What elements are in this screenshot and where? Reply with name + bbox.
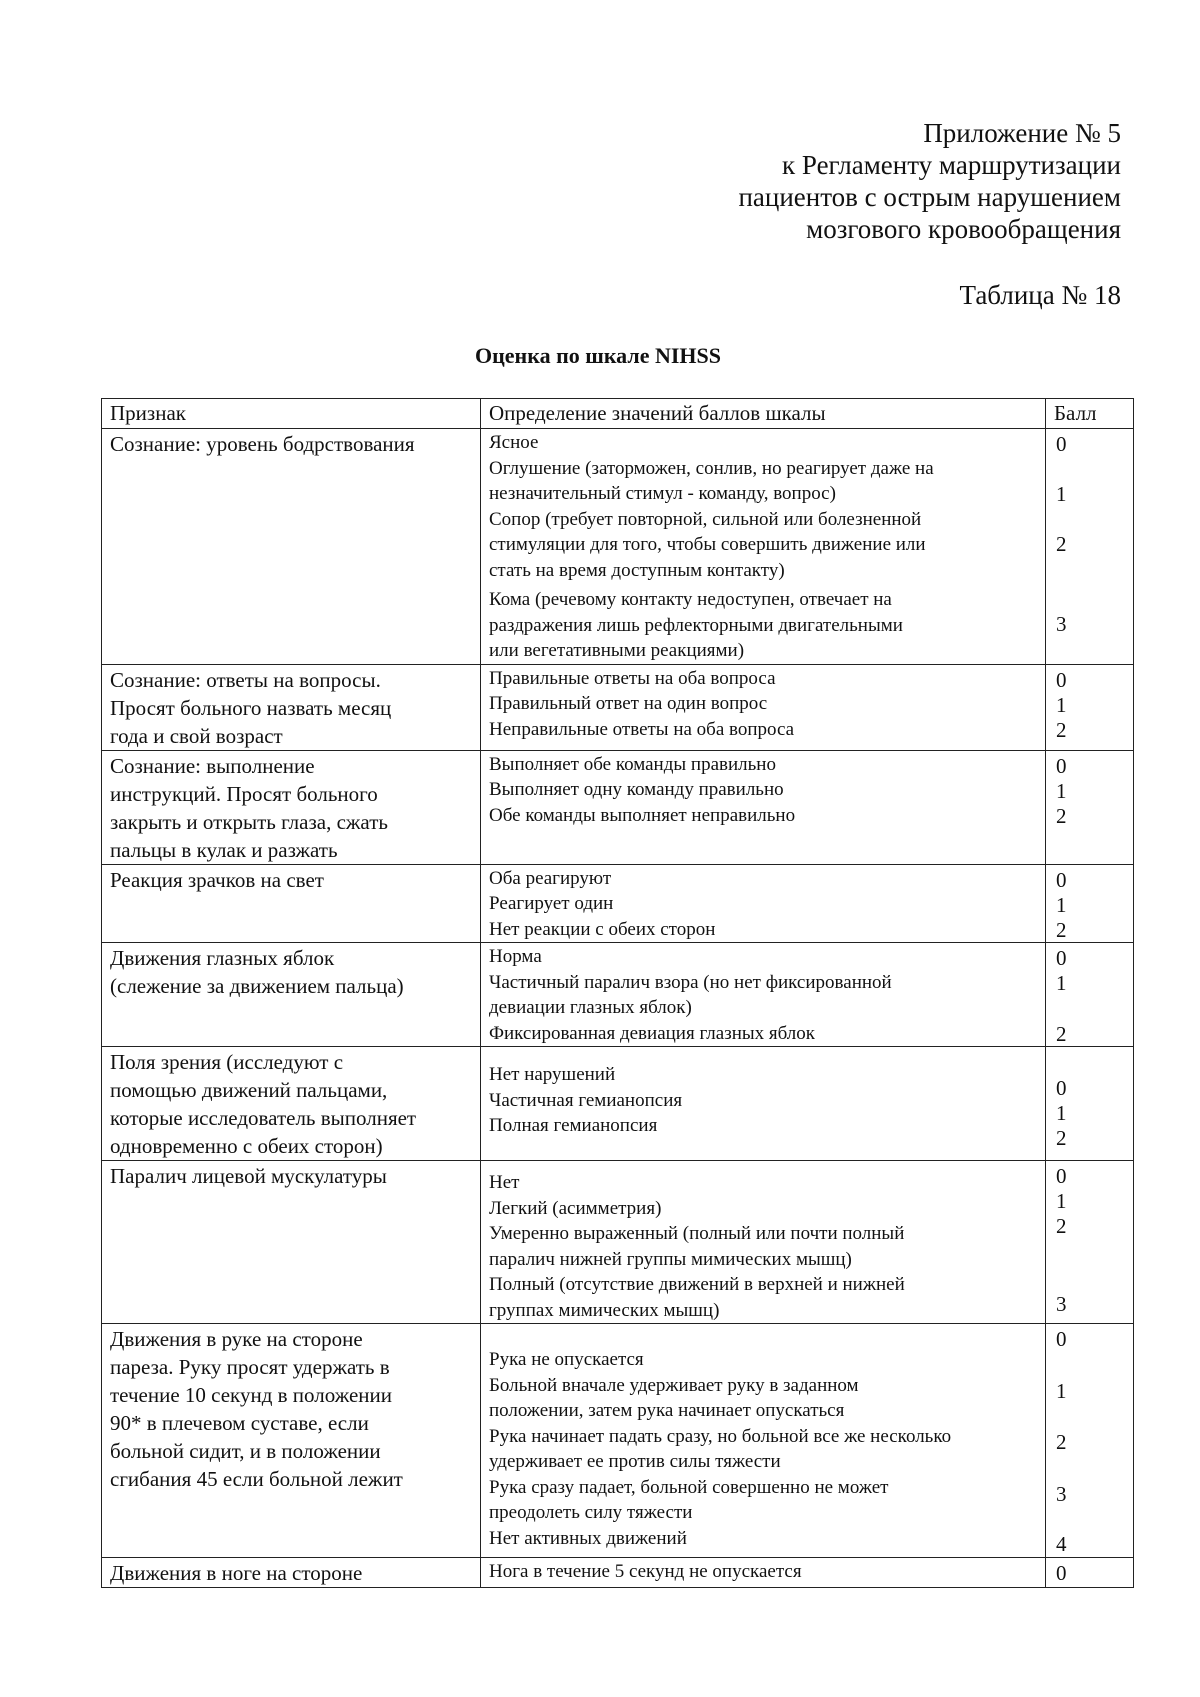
- score-value: 2: [1056, 803, 1067, 828]
- score-value: 0: [1056, 946, 1067, 970]
- definition-line: Реагирует один: [489, 893, 614, 914]
- sign-cell: [102, 429, 481, 665]
- definition-line: Полная гемианопсия: [489, 1115, 658, 1136]
- definition-line: Правильный ответ на один вопрос: [489, 693, 768, 714]
- score-cell: [1046, 1161, 1134, 1324]
- definition-line: Норма: [489, 946, 542, 967]
- sign-line: Сознание: ответы на вопросы.: [110, 667, 381, 692]
- table-row: [102, 1324, 1134, 1558]
- sign-line: Движения глазных яблок: [110, 946, 335, 970]
- definition-line: Нога в течение 5 секунд не опускается: [489, 1561, 802, 1582]
- header-score: Балл: [1046, 399, 1134, 429]
- definition-cell: [481, 1324, 1046, 1558]
- score-value: 2: [1056, 1126, 1067, 1150]
- definition-cell: [481, 1558, 1046, 1588]
- score-value: 1: [1056, 778, 1067, 803]
- score-value: 1: [1056, 892, 1067, 917]
- definition-line: Обе команды выполняет неправильно: [489, 804, 796, 826]
- table-row: [102, 1161, 1134, 1324]
- definition-cell: [481, 429, 1046, 665]
- circulation-line: мозгового кровообращения: [806, 214, 1121, 244]
- score-cell: [1046, 943, 1134, 1047]
- definition-line: Кома (речевому контакту недоступен, отвечает на: [489, 589, 892, 610]
- table-number: Таблица № 18: [959, 280, 1121, 310]
- score-value: 2: [1056, 532, 1067, 556]
- score-value: 0: [1056, 867, 1067, 892]
- definition-line: или вегетативными реакциями): [489, 640, 745, 661]
- regulation-line: к Регламенту маршрутизации: [782, 150, 1121, 180]
- sign-line: больной сидит, и в положении: [110, 1439, 381, 1463]
- score-cell: [1046, 1558, 1134, 1588]
- sign-line: Движения в руке на стороне: [110, 1327, 363, 1351]
- score-value: 4: [1056, 1532, 1067, 1556]
- score-value: 3: [1056, 1292, 1067, 1316]
- score-value: 2: [1056, 1430, 1067, 1454]
- score-value: 0: [1056, 432, 1067, 456]
- definition-line: паралич нижней группы мимических мышц): [489, 1248, 852, 1270]
- definition-line: Выполняет обе команды правильно: [489, 753, 776, 775]
- sign-line: (слежение за движением пальца): [110, 974, 404, 998]
- definition-line: Нет нарушений: [489, 1064, 616, 1085]
- definition-line: Умеренно выраженный (полный или почти полный: [489, 1223, 905, 1244]
- sign-line: помощью движений пальцами,: [110, 1078, 388, 1102]
- header-definition: Определение значений баллов шкалы: [481, 399, 1046, 429]
- score-value: 1: [1056, 971, 1067, 995]
- definition-line: Легкий (асимметрия): [489, 1197, 662, 1219]
- score-value: 0: [1056, 1327, 1067, 1351]
- definition-line: Выполняет одну команду правильно: [489, 779, 784, 800]
- definition-cell: [481, 864, 1046, 943]
- table-row: [102, 1047, 1134, 1161]
- score-cell: [1046, 1047, 1134, 1161]
- sign-cell: [102, 1161, 481, 1324]
- sign-line: течение 10 секунд в положении: [110, 1383, 392, 1407]
- score-value: 3: [1056, 612, 1067, 636]
- score-value: 0: [1056, 1164, 1067, 1188]
- definition-line: Полный (отсутствие движений в верхней и нижней: [489, 1274, 905, 1295]
- definition-line: Больной вначале удерживает руку в заданном: [489, 1374, 859, 1396]
- definition-cell: [481, 943, 1046, 1047]
- sign-cell: [102, 664, 481, 750]
- definition-line: удерживает ее против силы тяжести: [489, 1451, 781, 1472]
- score-cell: [1046, 429, 1134, 665]
- definition-cell: [481, 750, 1046, 864]
- definition-line: раздражения лишь рефлекторными двигательными: [489, 614, 903, 636]
- score-value: 1: [1056, 482, 1067, 506]
- header-sign: Признак: [102, 399, 481, 429]
- definition-line: Оба реагируют: [489, 867, 612, 889]
- sign-line: 90* в плечевом суставе, если: [110, 1411, 369, 1435]
- definition-line: преодолеть силу тяжести: [489, 1502, 693, 1523]
- score-cell: [1046, 864, 1134, 943]
- score-value: 2: [1056, 717, 1067, 742]
- score-value: 0: [1056, 1076, 1067, 1100]
- patients-line: пациентов с острым нарушением: [738, 182, 1121, 212]
- sign-line: Сознание: выполнение: [110, 753, 315, 778]
- score-value: 1: [1056, 692, 1067, 717]
- definition-line: незначительный стимул - команду, вопрос): [489, 483, 836, 504]
- score-value: 0: [1056, 1561, 1067, 1585]
- sign-line: закрыть и открыть глаза, сжать: [110, 809, 388, 834]
- sign-line: которые исследователь выполняет: [110, 1106, 417, 1130]
- definition-line: Сопор (требует повторной, сильной или болезненной: [489, 508, 922, 530]
- definition-line: Частичный паралич взора (но нет фиксированной: [489, 971, 892, 993]
- table-row: [102, 664, 1134, 750]
- sign-line: Поля зрения (исследуют с: [110, 1050, 344, 1074]
- score-cell: [1046, 664, 1134, 750]
- score-value: 1: [1056, 1189, 1067, 1213]
- sign-line: инструкций. Просят больного: [110, 781, 378, 806]
- sign-line: Реакция зрачков на свет: [110, 867, 324, 892]
- sign-line: сгибания 45 если больной лежит: [110, 1467, 403, 1491]
- sign-cell: [102, 1047, 481, 1161]
- definition-line: стать на время доступным контакту): [489, 559, 785, 581]
- definition-line: Нет реакции с обеих сторон: [489, 918, 716, 940]
- score-value: 1: [1056, 1379, 1067, 1403]
- sign-cell: [102, 864, 481, 943]
- sign-line: Движения в ноге на стороне: [110, 1561, 363, 1585]
- definition-line: Оглушение (заторможен, сонлив, но реагирует даже на: [489, 457, 934, 479]
- definition-line: Фиксированная девиация глазных яблок: [489, 1022, 816, 1044]
- sign-cell: [102, 1558, 481, 1588]
- score-value: 2: [1056, 1214, 1067, 1238]
- definition-line: стимуляции для того, чтобы совершить движение или: [489, 534, 926, 555]
- sign-cell: [102, 1324, 481, 1558]
- definition-cell: [481, 1161, 1046, 1324]
- appendix-line: Приложение № 5: [923, 118, 1121, 148]
- sign-line: пареза. Руку просят удержать в: [110, 1355, 390, 1379]
- sign-cell: [102, 750, 481, 864]
- score-cell: [1046, 750, 1134, 864]
- sign-line: Просят больного назвать месяц: [110, 695, 392, 720]
- definition-line: Нет активных движений: [489, 1527, 687, 1549]
- definition-line: Частичная гемианопсия: [489, 1089, 683, 1111]
- definition-line: девиации глазных яблок): [489, 997, 692, 1018]
- definition-cell: [481, 664, 1046, 750]
- score-value: 0: [1056, 753, 1067, 778]
- table-header-row: [102, 399, 1134, 429]
- score-value: 0: [1056, 667, 1067, 692]
- definition-line: Нет: [489, 1172, 520, 1193]
- table-row: [102, 943, 1134, 1047]
- score-value: 1: [1056, 1101, 1067, 1125]
- table-row: [102, 429, 1134, 665]
- table-body: [102, 429, 1134, 1588]
- definition-line: положении, затем рука начинает опускаться: [489, 1400, 845, 1421]
- score-value: 3: [1056, 1482, 1067, 1506]
- definition-line: Рука не опускается: [489, 1349, 644, 1370]
- score-value: 2: [1056, 917, 1067, 942]
- document-title-text: Оценка по шкале NIHSS: [475, 343, 721, 368]
- sign-line: Сознание: уровень бодрствования: [110, 432, 415, 456]
- table-row: [102, 1558, 1134, 1588]
- definition-cell: [481, 1047, 1046, 1161]
- score-value: 2: [1056, 1022, 1067, 1046]
- table-row: [102, 750, 1134, 864]
- document-title: [0, 343, 1200, 369]
- score-cell: [1046, 1324, 1134, 1558]
- definition-line: группах мимических мышц): [489, 1299, 720, 1321]
- table-row: [102, 864, 1134, 943]
- sign-line: пальцы в кулак и разжать: [110, 837, 338, 862]
- document-header: [738, 117, 1121, 245]
- nihss-table: [101, 398, 1134, 1588]
- definition-line: Рука сразу падает, больной совершенно не может: [489, 1476, 889, 1498]
- sign-line: одновременно с обеих сторон): [110, 1134, 383, 1158]
- definition-line: Неправильные ответы на оба вопроса: [489, 718, 795, 740]
- definition-line: Рука начинает падать сразу, но больной все же несколько: [489, 1425, 952, 1447]
- sign-line: Паралич лицевой мускулатуры: [110, 1164, 387, 1188]
- definition-line: Ясное: [489, 432, 539, 453]
- sign-line: года и свой возраст: [110, 723, 283, 748]
- sign-cell: [102, 943, 481, 1047]
- definition-line: Правильные ответы на оба вопроса: [489, 667, 776, 689]
